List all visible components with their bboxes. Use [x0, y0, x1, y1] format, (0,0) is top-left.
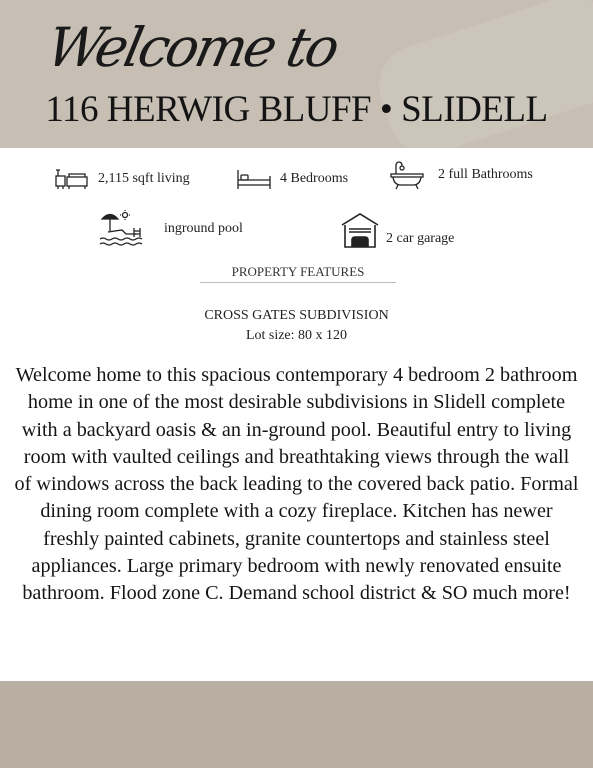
feature-garage: [340, 212, 454, 248]
property-description: Welcome home to this spacious contemporary 4 bedroom 2 bathroom home in one of the most desirable subdivisions in Slidell complete with a backyard oasis & an in-ground pool. Beautiful entry to living room with vaulted ceilings and breathtaking views through the wall of windows across the back leading to the covered back patio. Formal dining room complete with a cozy fireplace. Kitchen has newer freshly painted cabinets, granite countertops and stainless steel appliances. Large primary bedroom with newly renovated ensuite bathroom. Flood zone C. Demand school district & SO much more!: [14, 364, 579, 605]
lot-size: Lot size: 80 x 120: [245, 328, 348, 343]
feature-living-area: [54, 168, 190, 190]
living-room-icon: [54, 168, 90, 190]
feature-pool: [98, 210, 243, 248]
property-address: 116 HERWIG BLUFF • SLIDELL: [45, 89, 548, 130]
welcome-script: Welcome to: [41, 16, 343, 79]
header-banner: [0, 0, 593, 148]
bathtub-icon: [390, 160, 424, 190]
footer-band: [0, 681, 593, 768]
feature-label: 2 full Bathrooms: [438, 167, 533, 182]
feature-bathrooms: [390, 160, 533, 190]
garage-icon: [340, 212, 380, 248]
property-features-heading: PROPERTY FEATURES: [200, 264, 396, 283]
bed-icon: [236, 168, 272, 190]
feature-label: 2,115 sqft living: [98, 171, 190, 186]
pool-icon: [98, 210, 144, 248]
subdivision-name: CROSS GATES SUBDIVISION: [204, 308, 389, 323]
feature-label: 4 Bedrooms: [280, 171, 349, 186]
feature-bedrooms: [236, 168, 348, 190]
feature-label: inground pool: [164, 221, 243, 236]
feature-label: 2 car garage: [386, 231, 455, 246]
